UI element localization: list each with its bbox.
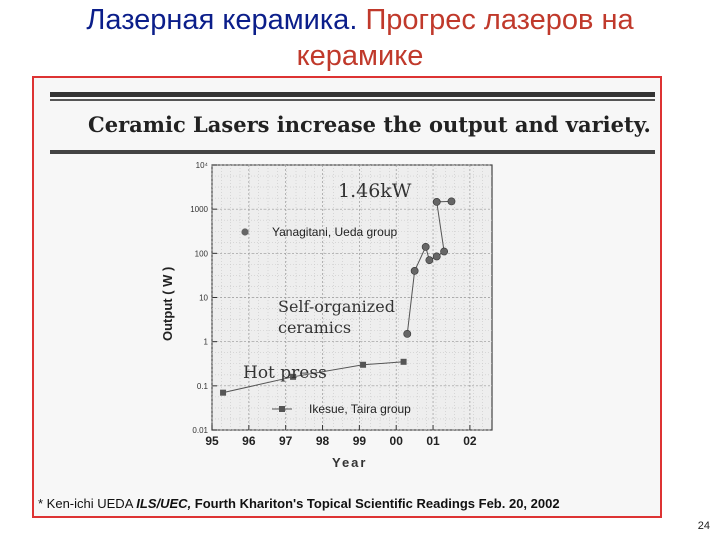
y-tick-label: 10 (199, 293, 208, 303)
x-tick-label: 95 (205, 434, 219, 448)
citation (38, 496, 560, 511)
data-point-circle (422, 243, 429, 250)
data-point-circle (426, 257, 433, 264)
data-point-circle (448, 198, 455, 205)
data-point-circle (411, 267, 418, 274)
citation-author: * Ken-ichi UEDA (38, 496, 133, 511)
legend-marker-square (279, 406, 285, 412)
data-point-circle (433, 253, 440, 260)
y-axis-label: Output ( W ) (160, 266, 175, 341)
y-tick-label: 1 (203, 337, 208, 347)
annotation-1-46kw: 1.46kW (338, 180, 412, 202)
x-tick-label: 01 (426, 434, 440, 448)
x-tick-label: 00 (389, 434, 403, 448)
citation-org: ILS/UEC, (136, 496, 192, 511)
y-tick-label: 10⁴ (195, 161, 208, 170)
y-tick-label: 1000 (190, 205, 208, 215)
legend-marker-circle (241, 228, 248, 235)
page-number: 24 (697, 520, 710, 532)
annotation-ceramics: ceramics (278, 318, 352, 337)
title-part-3: керамике (296, 40, 424, 72)
title-part-1: Лазерная керамика. (86, 4, 358, 36)
x-tick-label: 97 (279, 434, 293, 448)
data-point-square (220, 390, 226, 396)
x-axis-label: Year (332, 455, 368, 470)
x-tick-label: 99 (352, 434, 367, 448)
citation-source: Fourth Khariton's Topical Scientific Readings Feb. 20, 2002 (191, 496, 560, 511)
x-tick-label: 96 (242, 434, 256, 448)
data-point-square (401, 359, 407, 365)
y-tick-label: 0.1 (196, 381, 208, 391)
legend-label: Ikesue, Taira group (309, 402, 411, 416)
data-point-circle (433, 198, 440, 205)
data-point-square (360, 362, 366, 368)
x-tick-label: 98 (315, 434, 330, 448)
data-point-circle (441, 248, 448, 255)
annotation-hot-press: Hot press (243, 363, 327, 383)
y-tick-label: 0.01 (192, 426, 208, 435)
annotation-self-organized: Self-organized (278, 297, 395, 316)
legend-label: Yanagitani, Ueda group (272, 225, 398, 239)
figure-heading: Ceramic Lasers increase the output and variety. (88, 112, 651, 137)
title-part-2: Прогрес лазеров на (365, 4, 634, 36)
x-tick-label: 02 (463, 434, 477, 448)
y-tick-label: 100 (194, 249, 208, 259)
data-point-circle (404, 330, 411, 337)
